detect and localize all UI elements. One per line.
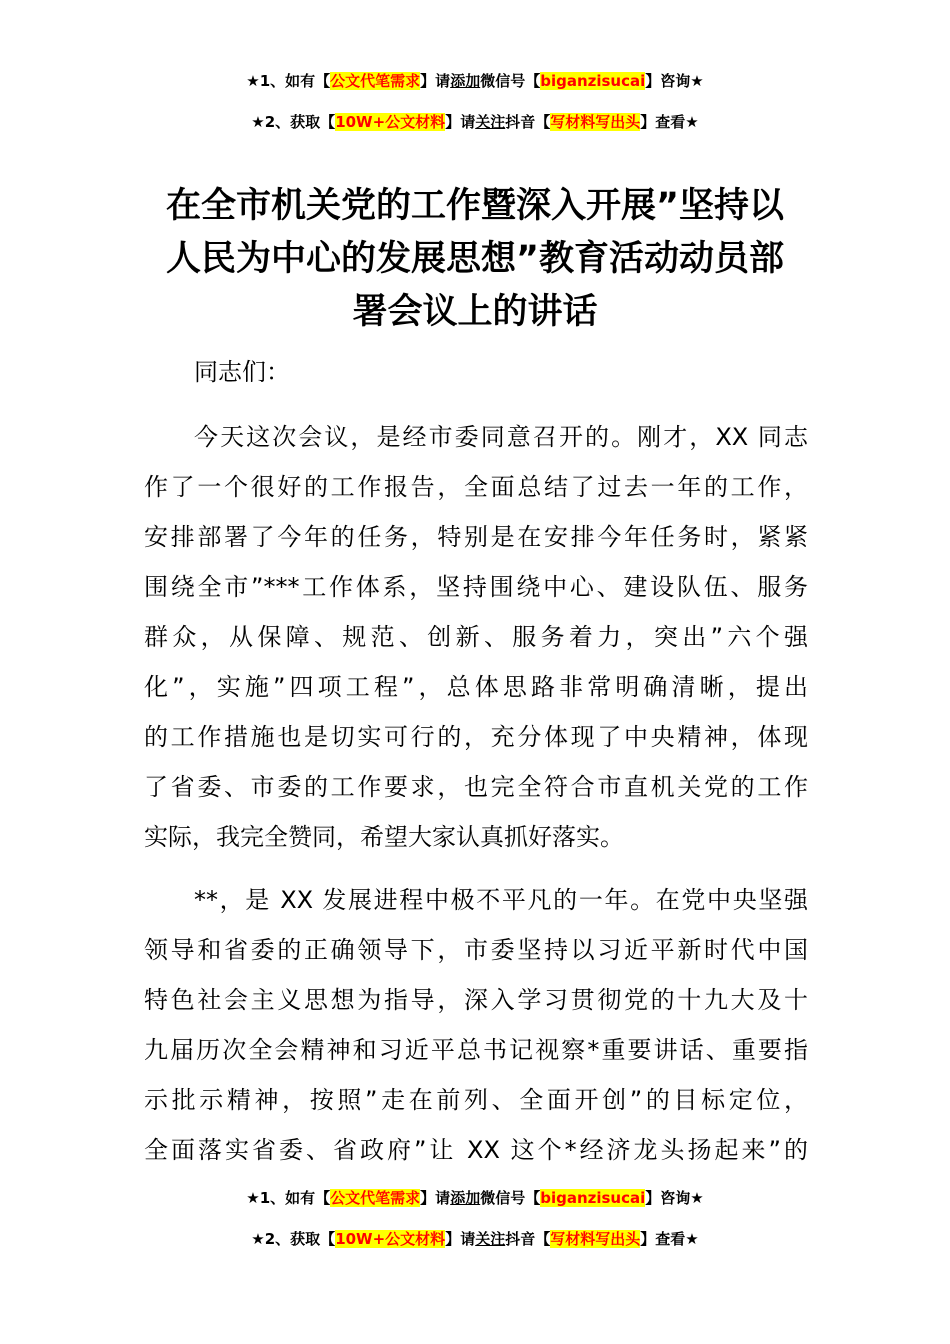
banner-text: 抖音【 <box>505 1230 551 1248</box>
banner-text: ★2、获取【 <box>251 113 336 131</box>
banner-text: 】请 <box>445 113 476 131</box>
wechat-id: biganzisucai <box>540 1189 646 1207</box>
paragraph-line: 实际，我完全赞同，希望大家认真抓好落实。 <box>144 823 624 851</box>
underlined-text: 关注 <box>475 113 506 131</box>
banner-text: ★1、如有【 <box>246 1189 331 1207</box>
banner-text: 】咨询★ <box>645 72 704 90</box>
highlighted-materials: 10W+公文材料 <box>335 1230 446 1248</box>
promo-banner-bottom-line-1 <box>0 1187 950 1209</box>
underlined-text: 关注 <box>475 1230 506 1248</box>
paragraph-line: 特色社会主义思想为指导，深入学习贯彻党的十九大及十 <box>144 986 808 1014</box>
paragraph-line: 围绕全市”***工作体系，坚持围绕中心、建设队伍、服务 <box>144 573 808 601</box>
banner-text: 】请 <box>420 1189 451 1207</box>
banner-text: 】请 <box>420 72 451 90</box>
paragraph-line: 化”，实施”四项工程”，总体思路非常明确清晰，提出 <box>144 673 808 701</box>
promo-banner-bottom-line-2 <box>0 1228 950 1250</box>
banner-text: 微信号【 <box>480 72 541 90</box>
paragraph-line: 的工作措施也是切实可行的，充分体现了中央精神，体现 <box>144 723 808 751</box>
paragraph-line: 了省委、市委的工作要求，也完全符合市直机关党的工作 <box>144 773 808 801</box>
title-line: 在全市机关党的工作暨深入开展”坚持以 <box>165 186 784 226</box>
banner-text: ★2、获取【 <box>251 1230 336 1248</box>
promo-banner-top-line-2 <box>0 111 950 133</box>
paragraph-2 <box>144 875 808 1175</box>
paragraph-line: **，是 XX 发展进程中极不平凡的一年。在党中央坚强 <box>194 886 808 914</box>
banner-text: 】咨询★ <box>645 1189 704 1207</box>
paragraph-line: 示批示精神，按照”走在前列、全面开创”的目标定位， <box>144 1086 808 1114</box>
paragraph-line: 全面落实省委、省政府”让 XX 这个*经济龙头扬起来”的 <box>144 1136 808 1164</box>
underlined-text: 添加 <box>450 72 481 90</box>
banner-text: 】查看★ <box>640 113 699 131</box>
underlined-text: 添加 <box>450 1189 481 1207</box>
paragraph-line: 安排部署了今年的任务，特别是在安排今年任务时，紧紧 <box>144 523 808 551</box>
paragraph-line: 九届历次全会精神和习近平总书记视察*重要讲话、重要指 <box>144 1036 808 1064</box>
paragraph-line: 作了一个很好的工作报告，全面总结了过去一年的工作， <box>144 473 808 501</box>
title-line: 署会议上的讲话 <box>352 292 598 332</box>
highlighted-service: 公文代笔需求 <box>330 72 421 90</box>
document-title <box>140 180 810 339</box>
paragraph-line: 群众，从保障、规范、创新、服务着力，突出”六个强 <box>144 623 808 651</box>
banner-text: ★1、如有【 <box>246 72 331 90</box>
banner-text: 抖音【 <box>505 113 551 131</box>
douyin-account: 写材料写出头 <box>550 113 641 131</box>
salutation-text: 同志们： <box>194 358 290 386</box>
paragraph-1 <box>144 412 808 862</box>
banner-text: 】查看★ <box>640 1230 699 1248</box>
douyin-account: 写材料写出头 <box>550 1230 641 1248</box>
paragraph-line: 领导和省委的正确领导下，市委坚持以习近平新时代中国 <box>144 936 808 964</box>
title-line: 人民为中心的发展思想”教育活动动员部 <box>165 239 784 279</box>
promo-banner-top-line-1 <box>0 70 950 92</box>
salutation <box>144 347 808 397</box>
wechat-id: biganzisucai <box>540 72 646 90</box>
highlighted-materials: 10W+公文材料 <box>335 113 446 131</box>
banner-text: 微信号【 <box>480 1189 541 1207</box>
highlighted-service: 公文代笔需求 <box>330 1189 421 1207</box>
banner-text: 】请 <box>445 1230 476 1248</box>
paragraph-line: 今天这次会议，是经市委同意召开的。刚才，XX 同志 <box>194 423 808 451</box>
